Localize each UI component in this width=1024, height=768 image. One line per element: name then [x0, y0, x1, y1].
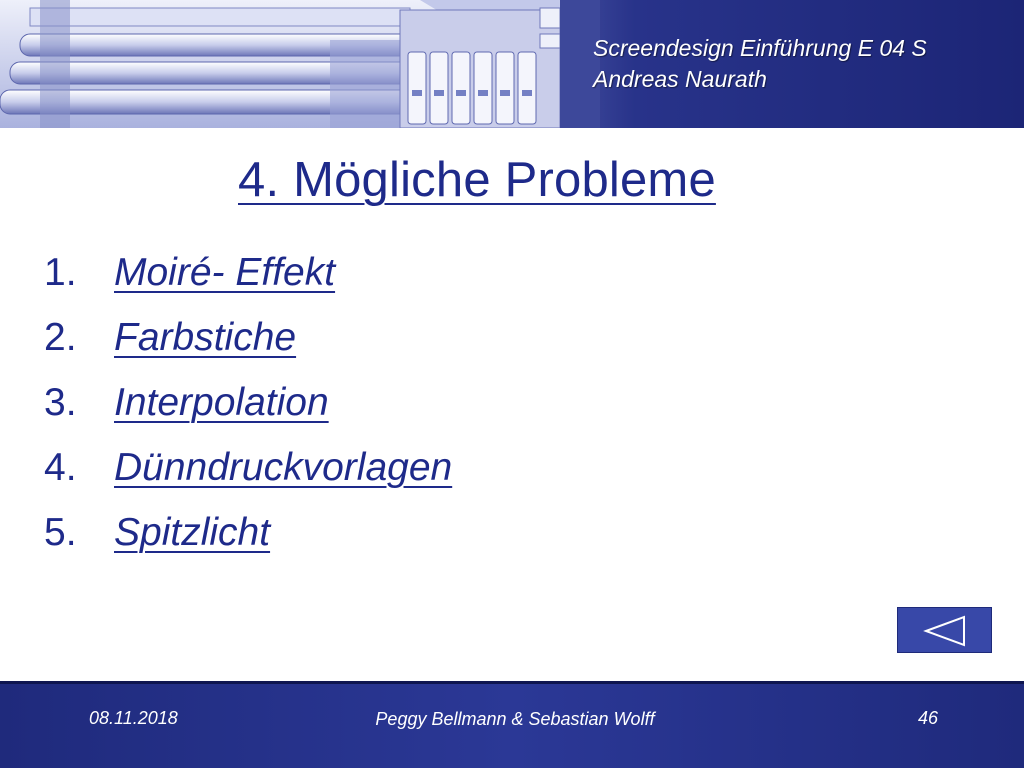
list-number: 2. — [44, 315, 77, 359]
link-farbstiche[interactable]: Farbstiche — [114, 315, 297, 359]
list-item — [44, 500, 452, 565]
list-item — [44, 435, 452, 500]
course-title: Screendesign Einführung E 04 S — [593, 35, 927, 61]
printer-image — [0, 0, 600, 128]
list-number: 1. — [44, 250, 77, 294]
triangle-left-icon — [898, 608, 993, 654]
link-moire-effekt[interactable]: Moiré- Effekt — [114, 250, 336, 294]
link-interpolation[interactable]: Interpolation — [114, 380, 329, 424]
link-spitzlicht[interactable]: Spitzlicht — [114, 510, 271, 554]
list-number: 4. — [44, 445, 77, 489]
list-item — [44, 305, 452, 370]
footer-divider — [0, 681, 1024, 684]
footer-date: 08.11.2018 — [89, 708, 178, 728]
list-number: 5. — [44, 510, 77, 554]
list-item — [44, 370, 452, 435]
list-number: 3. — [44, 380, 77, 424]
back-button[interactable] — [897, 607, 992, 653]
header-banner — [0, 0, 1024, 128]
header-text — [593, 33, 927, 95]
page-number: 46 — [918, 708, 939, 728]
slide-title: 4. Mögliche Probleme — [238, 153, 716, 207]
link-duenndruckvorlagen[interactable]: Dünndruckvorlagen — [114, 445, 453, 489]
list-item — [44, 240, 452, 305]
footer-authors: Peggy Bellmann & Sebastian Wolff — [375, 709, 655, 729]
problem-list — [44, 240, 452, 565]
author-name: Andreas Naurath — [593, 66, 767, 92]
